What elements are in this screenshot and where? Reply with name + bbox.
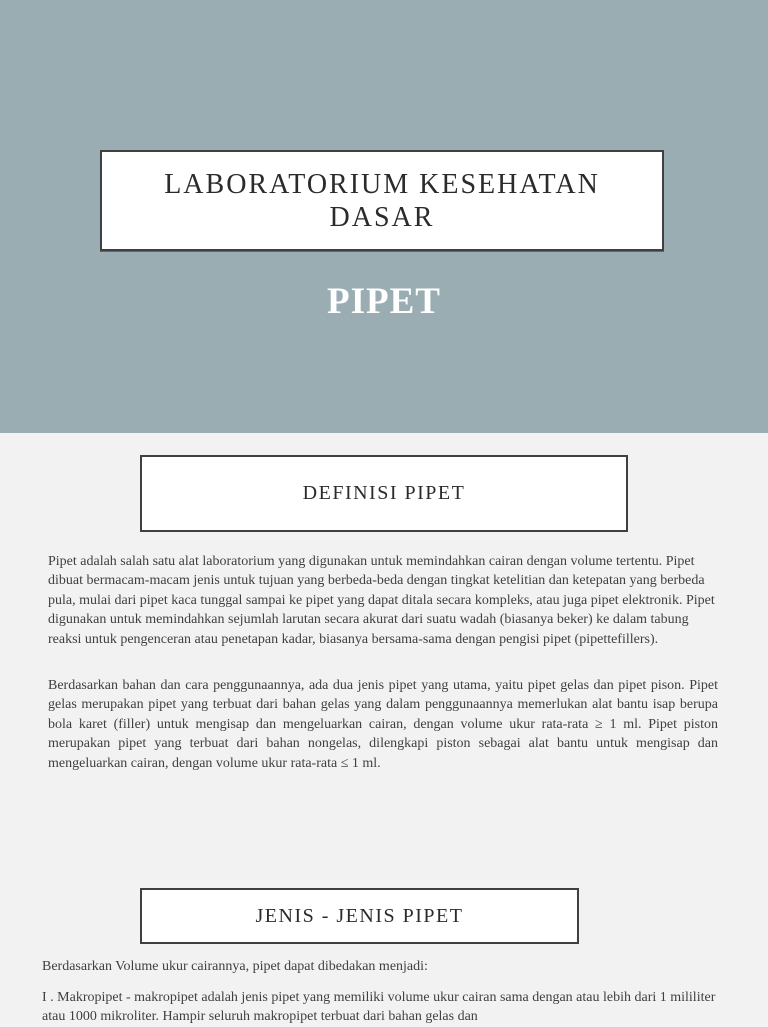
paragraph: Berdasarkan bahan dan cara penggunaannya, ada dua jenis pipet yang utama, yaitu pipet gelas dan pipet pison. Pipet gelas merupakan pipet yang terbuat dari bahan gelas yang dalam penggunaannya memerlukan alat bantu isap berupa bola karet (filler) untuk mengisap dan mengeluarkan cairan, dengan volume ukur rata-rata ≥ 1 ml. Pipet piston merupakan pipet yang terbuat dari bahan nongelas, dilengkapi piston sebagai alat bantu untuk mengisap dan mengeluarkan cairan, dengan volume ukur rata-rata ≤ 1 ml. <box>48 678 718 771</box>
paragraph: Pipet adalah salah satu alat laboratorium yang digunakan untuk memindahkan cairan dengan volume tertentu. Pipet dibuat bermacam-macam jenis untuk tujuan yang berbeda-beda dengan tingkat ketelitian dan ketepatan yang berbeda pula, mulai dari pipet kaca tunggal sampai ke pipet yang dapat ditala secara kompleks, atau juga pipet elektronik. Pipet digunakan untuk memindahkan sejumlah larutan secara akurat dari suatu wadah (biasanya beker) ke dalam tabung reaksi untuk pengenceran atau penetapan kadar, biasanya bersama-sama dengan pengisi pipet (pipettefillers). <box>48 554 715 647</box>
title-box <box>100 150 664 251</box>
section-heading: JENIS - JENIS PIPET <box>255 904 464 927</box>
page-subtitle: PIPET <box>327 281 441 322</box>
page-title: LABORATORIUM KESEHATAN DASAR <box>164 168 600 233</box>
section-heading-box <box>140 455 628 532</box>
paragraph: Berdasarkan Volume ukur cairannya, pipet dapat dibedakan menjadi: <box>42 959 428 974</box>
title-slide <box>0 0 768 433</box>
section-heading: DEFINISI PIPET <box>302 482 466 504</box>
section-heading-box <box>140 888 579 944</box>
paragraph: I . Makropipet - makropipet adalah jenis pipet yang memiliki volume ukur cairan sama dengan atau lebih dari 1 mililiter atau 1000 mikroliter. Hampir seluruh makropipet terbuat dari bahan gelas dan <box>42 990 716 1025</box>
